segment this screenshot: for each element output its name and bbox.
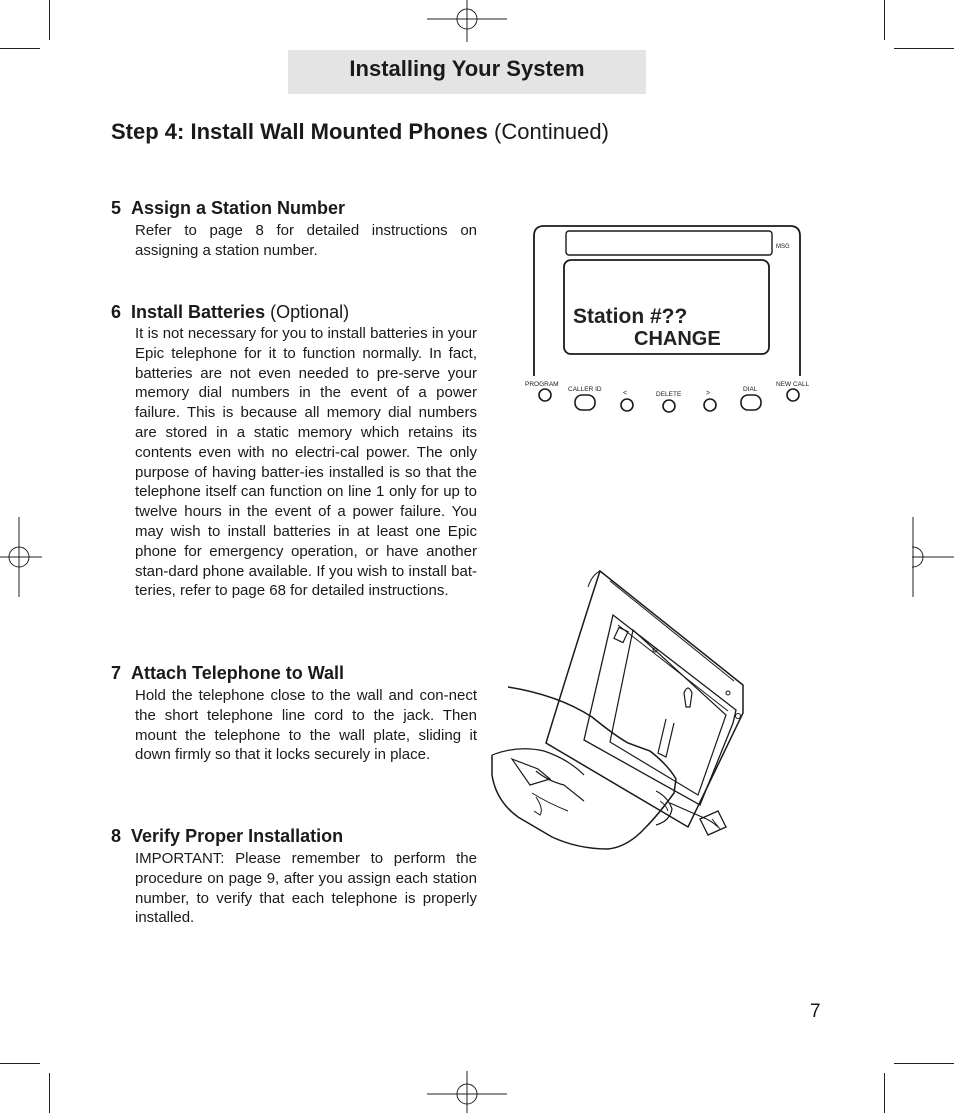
button-label-delete: DELETE [656, 391, 682, 398]
button-label-dial: DIAL [743, 386, 758, 393]
registration-mark-bottom [427, 1071, 507, 1113]
section-title: Assign a Station Number [131, 198, 346, 218]
section-5-heading [111, 197, 345, 219]
crop-mark [49, 1073, 50, 1113]
delete-button [663, 400, 675, 412]
button-label-program: PROGRAM [525, 381, 559, 388]
previous-button [621, 399, 633, 411]
telephone-display-illustration [520, 222, 815, 414]
section-5-body: Refer to page 8 for detailed instructions on assigning a station number. [135, 222, 477, 259]
next-button [704, 399, 716, 411]
section-title-suffix: (Optional) [270, 302, 350, 322]
section-6-body: It is not necessary for you to install batteries in your Epic telephone for it to function normally. In fact, batteries are not even needed to pre-serve your memory dial numbers in the event of a power failure. This is because all memory dial numbers are stored in a static memory which retains its contents even with no electri-cal power. The only purpose of having batter-ies installed is so that the telephone itself can function on line 1 only for up to twelve hours in the event of a power failure. You may wish to install batteries in at least one Epic phone for emergency operation, or have another stan-dard phone available. If you wish to install bat-teries, refer to page 68 for detailed instructions. [135, 325, 477, 600]
button-label-next: > [706, 390, 711, 397]
lcd-line-2: CHANGE [634, 328, 721, 350]
registration-mark-top [427, 0, 507, 42]
new-call-button [787, 389, 799, 401]
button-label-caller-id: CALLER ID [568, 386, 602, 393]
section-number: 5 [111, 198, 122, 218]
lcd-line-1: Station #?? [573, 305, 688, 328]
crop-mark [0, 1063, 40, 1064]
button-label-new-call: NEW CALL [776, 381, 810, 388]
section-7-body: Hold the telephone close to the wall and con-nect the short telephone line cord to the jack. Then mount the telephone to the wall plate, sliding it down firmly so that it locks securely in place. [135, 687, 477, 764]
section-6-heading [111, 301, 349, 323]
crop-mark [0, 48, 40, 49]
page-number: 7 [810, 1001, 821, 1022]
section-title: Attach Telephone to Wall [131, 663, 345, 683]
section-8-body: IMPORTANT: Please remember to perform the procedure on page 9, after you assign each station number, to verify that each telephone is properly installed. [135, 850, 477, 927]
section-number: 6 [111, 302, 122, 322]
section-title: Verify Proper Installation [131, 826, 344, 846]
section-title: Install Batteries [131, 302, 266, 322]
page-header-title: Installing Your System [349, 56, 585, 81]
step-title: Step 4: Install Wall Mounted Phones [111, 119, 488, 144]
dial-button [741, 395, 761, 410]
crop-mark [894, 1063, 954, 1064]
program-button [539, 389, 551, 401]
caller-id-button [575, 395, 595, 410]
section-number: 7 [111, 663, 122, 683]
section-7-heading [111, 662, 344, 684]
crop-mark [884, 0, 885, 40]
section-8-heading [111, 825, 343, 847]
msg-label: MSG [776, 244, 790, 250]
button-label-previous: < [623, 390, 628, 397]
step-heading [111, 117, 609, 147]
crop-mark [894, 48, 954, 49]
crop-mark [884, 1073, 885, 1113]
top-display-strip [566, 231, 772, 255]
registration-mark-left [0, 517, 42, 597]
step-title-suffix: (Continued) [494, 119, 609, 144]
section-number: 8 [111, 826, 122, 846]
crop-mark [49, 0, 50, 40]
registration-mark-right [912, 517, 954, 597]
wall-mount-illustration [488, 565, 758, 855]
